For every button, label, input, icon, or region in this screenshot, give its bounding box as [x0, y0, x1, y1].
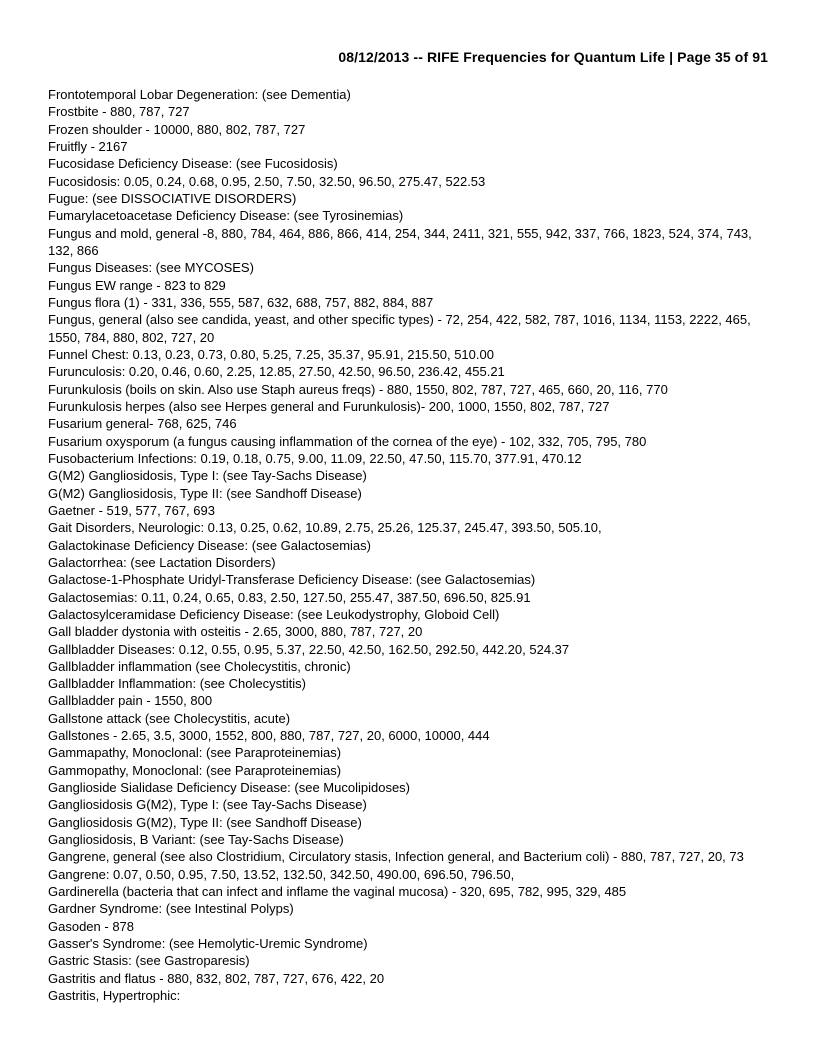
frequency-entry: Fugue: (see DISSOCIATIVE DISORDERS): [48, 190, 297, 206]
frequency-entry: Galactokinase Deficiency Disease: (see Galactosemias): [48, 537, 371, 553]
frequency-entry: Fungus and mold, general -8, 880, 784, 464, 886, 866, 414, 254, 344, 2411, 321, 555, 942, 337, 766, 1823, 524, 374, 743, 132, 866: [48, 225, 752, 258]
frequency-entry: Frostbite - 880, 787, 727: [48, 104, 190, 120]
frequency-entry: Galactosylceramidase Deficiency Disease: (see Leukodystrophy, Globoid Cell): [48, 606, 500, 622]
header-title: RIFE Frequencies for Quantum Life: [426, 49, 666, 65]
frequency-entry: Gait Disorders, Neurologic: 0.13, 0.25, 0.62, 10.89, 2.75, 25.26, 125.37, 245.47, 393.50, 505.10,: [48, 520, 602, 536]
frequency-entry: Gallbladder Inflammation: (see Cholecystitis): [48, 676, 306, 692]
frequency-entry: Gangrene: 0.07, 0.50, 0.95, 7.50, 13.52, 132.50, 342.50, 490.00, 696.50, 796.50,: [48, 866, 515, 882]
frequency-entry: Gangliosidosis G(M2), Type I: (see Tay-Sachs Disease): [48, 797, 367, 813]
frequency-entry-list: [48, 86, 778, 1004]
frequency-entry: G(M2) Gangliosidosis, Type I: (see Tay-Sachs Disease): [48, 468, 367, 484]
frequency-entry: Ganglioside Sialidase Deficiency Disease: (see Mucolipidoses): [48, 780, 411, 796]
header-total-pages: 91: [752, 49, 768, 65]
frequency-entry: Gastritis, Hypertrophic:: [48, 988, 181, 1004]
frequency-entry: Gammapathy, Monoclonal: (see Paraproteinemias): [48, 745, 342, 761]
frequency-entry: Funnel Chest: 0.13, 0.23, 0.73, 0.80, 5.25, 7.25, 35.37, 95.91, 215.50, 510.00: [48, 346, 494, 362]
frequency-entry: Fruitfly - 2167: [48, 138, 128, 154]
frequency-entry: Frozen shoulder - 10000, 880, 802, 787, 727: [48, 121, 306, 137]
header-date: 08/12/2013: [338, 49, 410, 65]
frequency-entry: Gastric Stasis: (see Gastroparesis): [48, 953, 250, 969]
header-separator: --: [409, 49, 427, 65]
frequency-entry: Fungus, general (also see candida, yeast, and other specific types) - 72, 254, 422, 582, 787, 1016, 1134, 1153, 2222, 465, 1550, 784, 880, 802, 727, 20: [48, 312, 751, 345]
frequency-entry: Frontotemporal Lobar Degeneration: (see Dementia): [48, 87, 351, 102]
frequency-entry: Fumarylacetoacetase Deficiency Disease: (see Tyrosinemias): [48, 208, 404, 224]
header-of-label: of: [730, 49, 753, 65]
frequency-entry: Galactosemias: 0.11, 0.24, 0.65, 0.83, 2.50, 127.50, 255.47, 387.50, 696.50, 825.91: [48, 589, 531, 605]
frequency-entry: Fucosidosis: 0.05, 0.24, 0.68, 0.95, 2.50, 7.50, 32.50, 96.50, 275.47, 522.53: [48, 173, 486, 189]
page-header: [338, 49, 768, 65]
frequency-entry: Gastritis and flatus - 880, 832, 802, 787, 727, 676, 422, 20: [48, 970, 385, 986]
header-pipe: |: [665, 49, 678, 65]
frequency-entry: Gardner Syndrome: (see Intestinal Polyps): [48, 901, 294, 917]
frequency-entry: Gallbladder inflammation (see Cholecystitis, chronic): [48, 658, 351, 674]
frequency-entry: Gall bladder dystonia with osteitis - 2.65, 3000, 880, 787, 727, 20: [48, 624, 423, 640]
header-page-label: Page: [677, 49, 716, 65]
frequency-entry: Furunculosis: 0.20, 0.46, 0.60, 2.25, 12.85, 27.50, 42.50, 96.50, 236.42, 455.21: [48, 364, 505, 380]
frequency-entry: Gangliosidosis, B Variant: (see Tay-Sachs Disease): [48, 832, 344, 848]
frequency-entry: Fusarium oxysporum (a fungus causing inflammation of the cornea of the eye) - 102, 332, 705, 795, 780: [48, 433, 647, 449]
frequency-entry: Gangliosidosis G(M2), Type II: (see Sandhoff Disease): [48, 814, 362, 830]
frequency-entry: Gallstone attack (see Cholecystitis, acute): [48, 710, 291, 726]
frequency-entry: Gammopathy, Monoclonal: (see Paraproteinemias): [48, 762, 342, 778]
frequency-entry: Gasoden - 878: [48, 918, 135, 934]
frequency-entry: Gallbladder Diseases: 0.12, 0.55, 0.95, 5.37, 22.50, 42.50, 162.50, 292.50, 442.20, 524.37: [48, 641, 570, 657]
frequency-entry: Galactose-1-Phosphate Uridyl-Transferase Deficiency Disease: (see Galactosemias): [48, 572, 536, 588]
frequency-entry: Fusarium general- 768, 625, 746: [48, 416, 237, 432]
frequency-entry: Galactorrhea: (see Lactation Disorders): [48, 554, 276, 570]
frequency-entry: Furunkulosis (boils on skin. Also use Staph aureus freqs) - 880, 1550, 802, 787, 727, 465, 660, 20, 116, 770: [48, 381, 668, 397]
frequency-entry: Fusobacterium Infections: 0.19, 0.18, 0.75, 9.00, 11.09, 22.50, 47.50, 115.70, 377.91, 470.12: [48, 450, 582, 466]
frequency-entry: Gangrene, general (see also Clostridium, Circulatory stasis, Infection general, and Bacterium coli) - 880, 787, 727, 20, 73: [48, 849, 744, 865]
frequency-entry: Gaetner - 519, 577, 767, 693: [48, 502, 215, 518]
frequency-entry: Gallbladder pain - 1550, 800: [48, 693, 213, 709]
frequency-entry: Fungus flora (1) - 331, 336, 555, 587, 632, 688, 757, 882, 884, 887: [48, 294, 434, 310]
frequency-entry: Furunkulosis herpes (also see Herpes general and Furunkulosis)- 200, 1000, 1550, 802, 787, 727: [48, 398, 610, 414]
frequency-entry: Fungus EW range - 823 to 829: [48, 277, 226, 293]
frequency-entry: G(M2) Gangliosidosis, Type II: (see Sandhoff Disease): [48, 485, 362, 501]
frequency-entry: Gardinerella (bacteria that can infect and inflame the vaginal mucosa) - 320, 695, 782, 995, 329, 485: [48, 884, 627, 900]
frequency-entry: Gallstones - 2.65, 3.5, 3000, 1552, 800, 880, 787, 727, 20, 6000, 10000, 444: [48, 728, 490, 744]
frequency-entry: Fungus Diseases: (see MYCOSES): [48, 260, 254, 276]
header-page-number: 35: [715, 49, 731, 65]
frequency-entry: Fucosidase Deficiency Disease: (see Fucosidosis): [48, 156, 338, 172]
frequency-entry: Gasser's Syndrome: (see Hemolytic-Uremic Syndrome): [48, 936, 368, 952]
